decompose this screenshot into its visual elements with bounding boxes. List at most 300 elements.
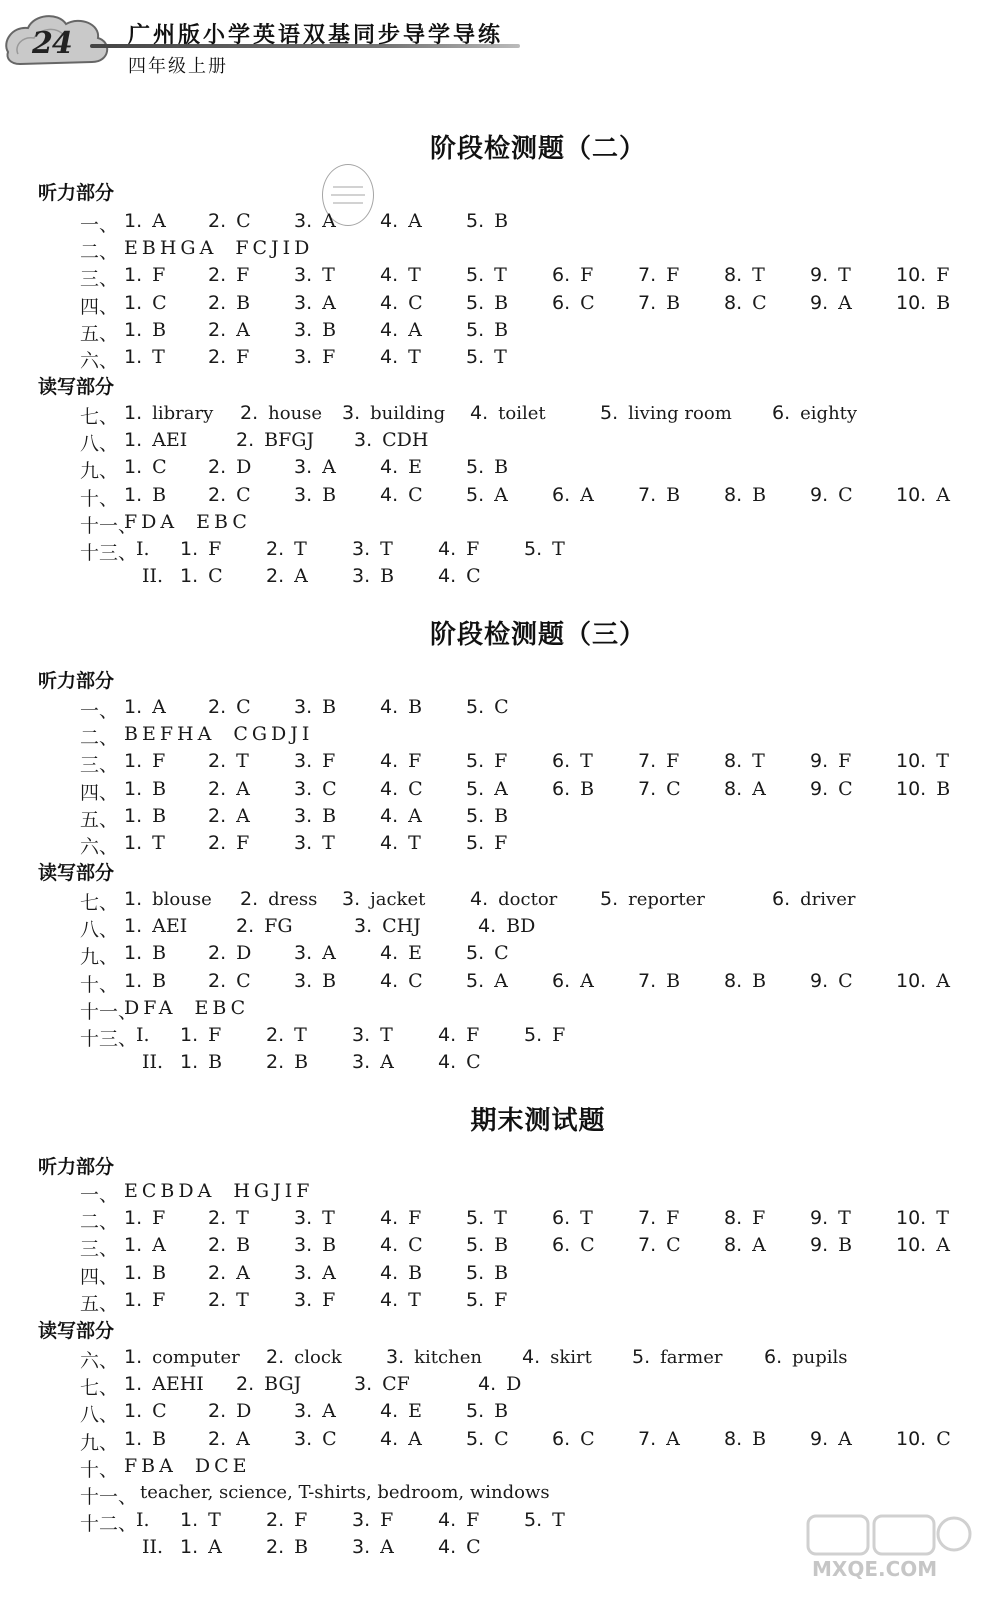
item-index: 1. <box>124 888 143 910</box>
answer-item <box>470 888 557 910</box>
item-index: 1. <box>124 915 143 938</box>
item-answer: A <box>580 483 594 506</box>
item-index: 4. <box>380 942 399 965</box>
answer-item <box>638 484 680 506</box>
answer-item <box>124 429 187 451</box>
answer-item <box>438 1509 479 1531</box>
answer-item <box>380 346 421 368</box>
answer-row <box>80 565 980 591</box>
item-index: 2. <box>266 1051 285 1074</box>
answer-item <box>294 778 337 800</box>
question-number: 二、 <box>80 1211 119 1234</box>
item-index: 3. <box>294 832 313 854</box>
item-answer: B <box>152 942 167 965</box>
item-answer: C <box>236 969 251 992</box>
item-index: 5. <box>466 483 485 506</box>
answer-row <box>80 511 980 537</box>
answer-sequence <box>124 723 313 745</box>
answer-item <box>466 456 508 478</box>
item-index: 4. <box>438 1536 457 1559</box>
item-index: 8. <box>724 750 743 773</box>
item-index: 4. <box>438 1024 457 1046</box>
answer-item <box>236 1373 301 1395</box>
answer-item <box>552 484 594 506</box>
item-answer: C <box>152 456 167 479</box>
answer-item <box>724 970 766 992</box>
item-index: 2. <box>240 402 259 424</box>
answer-item <box>466 264 507 286</box>
answer-item <box>208 970 251 992</box>
item-index: 4. <box>380 804 399 827</box>
answer-item <box>124 970 166 992</box>
answer-item <box>380 1262 422 1284</box>
item-index: 8. <box>724 291 743 314</box>
item-answer: C <box>152 1400 167 1423</box>
answer-item <box>208 319 250 341</box>
book-grade: 四年级上册 <box>128 56 228 77</box>
reading-writing-part-label: 读写部分 <box>38 862 115 884</box>
item-index: 6. <box>552 1207 571 1230</box>
item-index: 3. <box>294 1400 313 1423</box>
question-number: 三、 <box>80 754 119 777</box>
answer-item <box>638 750 679 772</box>
item-answer: T <box>294 538 307 560</box>
item-index: 1. <box>124 1288 143 1311</box>
answer-item <box>552 1234 595 1256</box>
item-index: 6. <box>552 1427 571 1450</box>
sequence-group: BEFHA <box>124 723 216 746</box>
answer-item <box>772 888 855 910</box>
item-index: 1. <box>124 969 143 992</box>
answer-item <box>896 970 950 992</box>
item-index: 5. <box>600 888 619 910</box>
item-index: 5. <box>466 942 485 965</box>
answer-item <box>638 292 680 314</box>
item-answer: C <box>408 1234 423 1257</box>
answer-item <box>294 805 336 827</box>
item-index: 6. <box>552 264 571 287</box>
answer-item <box>124 484 166 506</box>
answer-item <box>380 264 421 286</box>
item-answer: F <box>294 1509 308 1532</box>
item-index: 4. <box>438 1051 457 1074</box>
answer-item <box>896 1428 951 1450</box>
question-number: 十、 <box>80 1458 119 1481</box>
item-answer: A <box>752 777 766 800</box>
section-title: 阶段检测题（三） <box>429 620 646 650</box>
answer-item <box>638 1207 679 1229</box>
answer-item <box>294 210 336 232</box>
answer-item <box>478 915 535 937</box>
answer-row <box>80 456 980 482</box>
item-answer: A <box>152 1234 166 1257</box>
answer-item <box>466 970 508 992</box>
question-number: 十二、 <box>80 1513 138 1536</box>
answer-item <box>522 1346 592 1368</box>
item-index: 9. <box>810 264 829 287</box>
answer-item <box>466 942 509 964</box>
answer-row <box>80 264 980 290</box>
item-answer: A <box>322 942 336 965</box>
item-answer: F <box>408 1207 422 1230</box>
answer-item <box>380 1428 422 1450</box>
answer-item <box>208 1207 249 1229</box>
item-answer: C <box>752 291 767 314</box>
item-index: 2. <box>208 456 227 479</box>
answer-item <box>124 1234 166 1256</box>
item-index: 2. <box>208 1400 227 1423</box>
item-index: 2. <box>208 777 227 800</box>
item-answer: BFGJ <box>264 429 315 452</box>
answer-item <box>208 1400 251 1422</box>
item-answer: B <box>152 804 167 827</box>
answer-sequence <box>124 997 249 1019</box>
sequence-group: FDA <box>124 510 179 533</box>
item-index: 5. <box>466 1400 485 1423</box>
item-index: 4. <box>380 1234 399 1257</box>
answer-row <box>80 210 980 236</box>
item-index: 6. <box>552 483 571 506</box>
item-answer: building <box>370 403 446 424</box>
item-index: 2. <box>236 1373 255 1396</box>
item-answer: pupils <box>792 1347 848 1368</box>
item-index: 4. <box>380 346 399 368</box>
item-index: 2. <box>266 1509 285 1532</box>
item-answer: F <box>580 264 594 287</box>
item-answer: library <box>152 403 214 424</box>
answer-item <box>352 565 394 587</box>
answer-item <box>380 292 423 314</box>
answer-item <box>524 1509 565 1531</box>
question-number: 五、 <box>80 322 119 345</box>
item-index: 1. <box>180 1024 199 1046</box>
answer-sequence <box>124 1455 251 1477</box>
answer-item <box>180 1024 221 1046</box>
item-index: 4. <box>380 832 399 854</box>
answer-sequence <box>124 1180 313 1202</box>
item-index: 1. <box>180 1051 199 1074</box>
item-answer: B <box>666 969 681 992</box>
item-index: 1. <box>180 565 199 588</box>
question-number: 六、 <box>80 836 119 858</box>
item-answer: T <box>936 750 949 773</box>
item-answer: B <box>838 1234 853 1257</box>
answer-item <box>124 1207 165 1229</box>
item-answer: B <box>752 1427 767 1450</box>
question-number: 六、 <box>80 350 119 372</box>
answer-item <box>208 778 250 800</box>
answer-item <box>124 1346 240 1368</box>
item-index: 4. <box>478 1373 497 1396</box>
item-index: 4. <box>380 1288 399 1311</box>
item-index: 3. <box>294 483 313 506</box>
item-index: 3. <box>354 429 373 452</box>
item-answer: B <box>152 777 167 800</box>
item-answer: B <box>666 483 681 506</box>
reading-writing-part-label: 读写部分 <box>38 376 115 398</box>
item-index: 3. <box>294 750 313 773</box>
item-index: 6. <box>772 888 791 910</box>
item-index: 1. <box>124 402 143 424</box>
item-index: 10. <box>896 1234 927 1257</box>
sequence-group: FCJID <box>235 237 314 260</box>
watermark-text: MXQE.COM <box>812 1557 938 1581</box>
item-answer: F <box>666 264 680 287</box>
item-answer: B <box>494 318 509 341</box>
item-index: 2. <box>266 1024 285 1046</box>
answer-item <box>466 210 508 232</box>
item-index: 4. <box>438 565 457 588</box>
item-index: 9. <box>810 777 829 800</box>
item-index: 3. <box>294 1427 313 1450</box>
item-index: 7. <box>638 1427 657 1450</box>
item-answer: A <box>236 1427 250 1450</box>
answer-item <box>208 1428 250 1450</box>
item-index: 8. <box>724 264 743 287</box>
item-answer: A <box>494 777 508 800</box>
item-index: 9. <box>810 969 829 992</box>
answer-row <box>80 1262 980 1288</box>
item-answer: C <box>408 483 423 506</box>
answer-item <box>124 1289 165 1311</box>
answer-row <box>80 997 980 1023</box>
item-index: 3. <box>342 888 361 910</box>
item-index: 2. <box>208 1288 227 1311</box>
item-answer: T <box>236 1207 249 1230</box>
item-answer: farmer <box>660 1347 723 1368</box>
sequence-group: DFA <box>124 996 177 1019</box>
item-index: 1. <box>180 1509 199 1532</box>
answer-item <box>124 750 165 772</box>
item-answer: A <box>236 804 250 827</box>
item-index: 5. <box>466 696 485 718</box>
question-number: 十三、 <box>80 542 138 564</box>
answer-item <box>638 1234 681 1256</box>
item-answer: C <box>408 291 423 314</box>
answer-row <box>80 319 980 345</box>
item-answer: C <box>152 291 167 314</box>
item-answer: T <box>552 1509 565 1532</box>
item-index: 5. <box>466 1288 485 1311</box>
item-answer: CF <box>382 1373 410 1396</box>
answer-item <box>438 1024 479 1046</box>
item-answer: C <box>236 210 251 232</box>
item-answer: T <box>752 264 765 287</box>
item-answer: C <box>666 1234 681 1257</box>
sequence-group: FBA <box>124 1454 177 1477</box>
answer-item <box>380 484 423 506</box>
item-index: 3. <box>352 1536 371 1559</box>
answer-sequence <box>124 511 251 533</box>
item-answer: C <box>466 565 481 588</box>
question-number: 一、 <box>80 1184 119 1206</box>
item-answer: A <box>838 1427 852 1450</box>
item-answer: T <box>408 346 421 368</box>
answer-item <box>124 1428 166 1450</box>
item-answer: F <box>466 1024 480 1046</box>
answer-row <box>80 1207 980 1233</box>
item-index: 8. <box>724 777 743 800</box>
item-index: 3. <box>294 804 313 827</box>
item-index: 4. <box>380 1427 399 1450</box>
item-answer: A <box>294 565 308 588</box>
answer-item <box>180 1536 222 1558</box>
item-answer: B <box>752 969 767 992</box>
item-index: 2. <box>266 538 285 560</box>
item-answer: doctor <box>498 889 558 910</box>
item-answer: T <box>294 1024 307 1046</box>
question-number: 八、 <box>80 919 119 942</box>
item-answer: A <box>408 1427 422 1450</box>
item-answer: T <box>838 1207 851 1230</box>
answer-row <box>80 778 980 804</box>
item-index: 5. <box>466 1261 485 1284</box>
answer-item <box>294 696 336 718</box>
answer-item <box>208 210 251 232</box>
answer-item <box>466 484 508 506</box>
item-answer: F <box>494 750 508 773</box>
sub-question-label: I. <box>136 1024 150 1046</box>
answer-item <box>208 484 251 506</box>
item-answer: T <box>322 1207 335 1230</box>
answer-item <box>764 1346 848 1368</box>
item-answer: A <box>322 291 336 314</box>
item-index: 3. <box>294 969 313 992</box>
answer-row <box>80 696 980 722</box>
item-index: 2. <box>208 1427 227 1450</box>
answer-item <box>380 210 422 232</box>
answer-item <box>600 888 705 910</box>
item-answer: dress <box>268 889 318 910</box>
item-index: 2. <box>236 429 255 452</box>
item-answer: house <box>268 403 323 424</box>
item-answer: reporter <box>628 889 705 910</box>
item-index: 4. <box>438 538 457 560</box>
answer-item <box>380 750 421 772</box>
answer-item <box>208 696 251 718</box>
item-answer: eighty <box>800 403 858 424</box>
item-answer: A <box>408 210 422 232</box>
item-answer: B <box>408 1261 423 1284</box>
answer-item <box>124 915 187 937</box>
item-index: 3. <box>352 538 371 560</box>
answer-item <box>208 942 251 964</box>
item-answer: A <box>152 696 166 718</box>
answer-item <box>266 1346 342 1368</box>
item-answer: F <box>236 346 250 368</box>
question-number: 七、 <box>80 892 119 914</box>
question-number: 四、 <box>80 1265 119 1288</box>
item-answer: CHJ <box>382 915 421 938</box>
answer-item <box>724 1428 766 1450</box>
item-answer: T <box>580 750 593 773</box>
item-answer: T <box>580 1207 593 1230</box>
item-answer: B <box>322 696 337 718</box>
answer-item <box>810 778 853 800</box>
answer-item <box>294 1289 335 1311</box>
listening-part-label: 听力部分 <box>38 670 115 692</box>
answer-item <box>896 778 950 800</box>
item-answer: F <box>838 750 852 773</box>
item-answer: A <box>408 318 422 341</box>
answer-item <box>810 1207 851 1229</box>
item-answer: jacket <box>370 889 426 910</box>
item-index: 5. <box>466 291 485 314</box>
item-index: 3. <box>354 915 373 938</box>
item-index: 3. <box>294 1288 313 1311</box>
answer-item <box>438 1051 481 1073</box>
item-index: 3. <box>352 1051 371 1074</box>
item-answer: A <box>380 1536 394 1559</box>
book-title: 广州版小学英语双基同步导学导练 <box>128 23 504 48</box>
item-answer: C <box>838 777 853 800</box>
item-index: 1. <box>124 264 143 287</box>
item-answer: F <box>380 1509 394 1532</box>
item-index: 4. <box>380 483 399 506</box>
answer-item <box>294 970 336 992</box>
question-number: 五、 <box>80 1292 119 1315</box>
answer-item <box>124 942 166 964</box>
answer-item <box>466 750 507 772</box>
item-index: 2. <box>240 888 259 910</box>
item-index: 1. <box>124 1427 143 1450</box>
item-answer: kitchen <box>414 1347 482 1368</box>
item-answer: T <box>322 264 335 287</box>
listening-part-label: 听力部分 <box>38 182 115 204</box>
item-index: 4. <box>380 969 399 992</box>
answer-item <box>638 778 681 800</box>
item-answer: D <box>236 942 252 965</box>
item-index: 5. <box>466 777 485 800</box>
item-answer: T <box>236 1288 249 1311</box>
item-index: 3. <box>352 565 371 588</box>
item-index: 7. <box>638 750 657 773</box>
answer-item <box>294 1207 335 1229</box>
item-index: 1. <box>124 456 143 479</box>
sequence-group: CGDJI <box>233 723 314 746</box>
item-answer: FG <box>264 915 293 938</box>
item-answer: B <box>322 318 337 341</box>
item-answer: B <box>322 804 337 827</box>
item-index: 2. <box>208 346 227 368</box>
item-index: 1. <box>180 1536 199 1559</box>
item-answer: B <box>236 291 251 314</box>
answer-item <box>380 942 422 964</box>
item-answer: B <box>494 210 509 232</box>
answer-item <box>354 915 421 937</box>
answer-item <box>124 456 167 478</box>
item-index: 5. <box>466 346 485 368</box>
item-answer: T <box>408 264 421 287</box>
item-answer: C <box>236 696 251 718</box>
question-number: 九、 <box>80 460 119 483</box>
answer-row <box>80 750 980 776</box>
item-answer: A <box>322 1261 336 1284</box>
question-number: 三、 <box>80 1238 119 1261</box>
item-answer: F <box>936 264 950 287</box>
question-number: 三、 <box>80 268 119 291</box>
answer-item <box>810 750 851 772</box>
item-answer: A <box>380 1051 394 1074</box>
answer-item <box>466 1234 508 1256</box>
item-answer: B <box>494 456 509 479</box>
answer-row <box>80 1428 980 1454</box>
answer-item <box>294 1234 336 1256</box>
answer-item <box>632 1346 722 1368</box>
answer-item <box>352 538 393 560</box>
item-index: 7. <box>638 291 657 314</box>
item-index: 4. <box>380 750 399 773</box>
